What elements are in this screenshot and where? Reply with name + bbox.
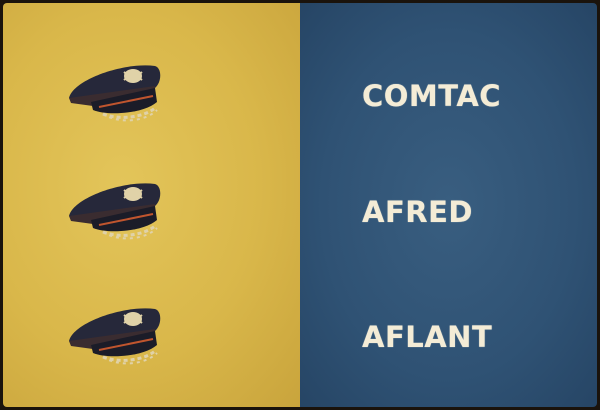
command-label-afred: AFRED	[362, 195, 473, 229]
command-label-aflant: AFLANT	[362, 320, 493, 354]
command-label-comtac: COMTAC	[362, 79, 502, 113]
officer-cap-icon	[63, 301, 163, 371]
right-panel	[300, 3, 597, 407]
officer-cap-icon	[63, 58, 163, 128]
slide	[3, 3, 597, 407]
officer-cap-icon	[63, 176, 163, 246]
left-panel	[3, 3, 300, 407]
